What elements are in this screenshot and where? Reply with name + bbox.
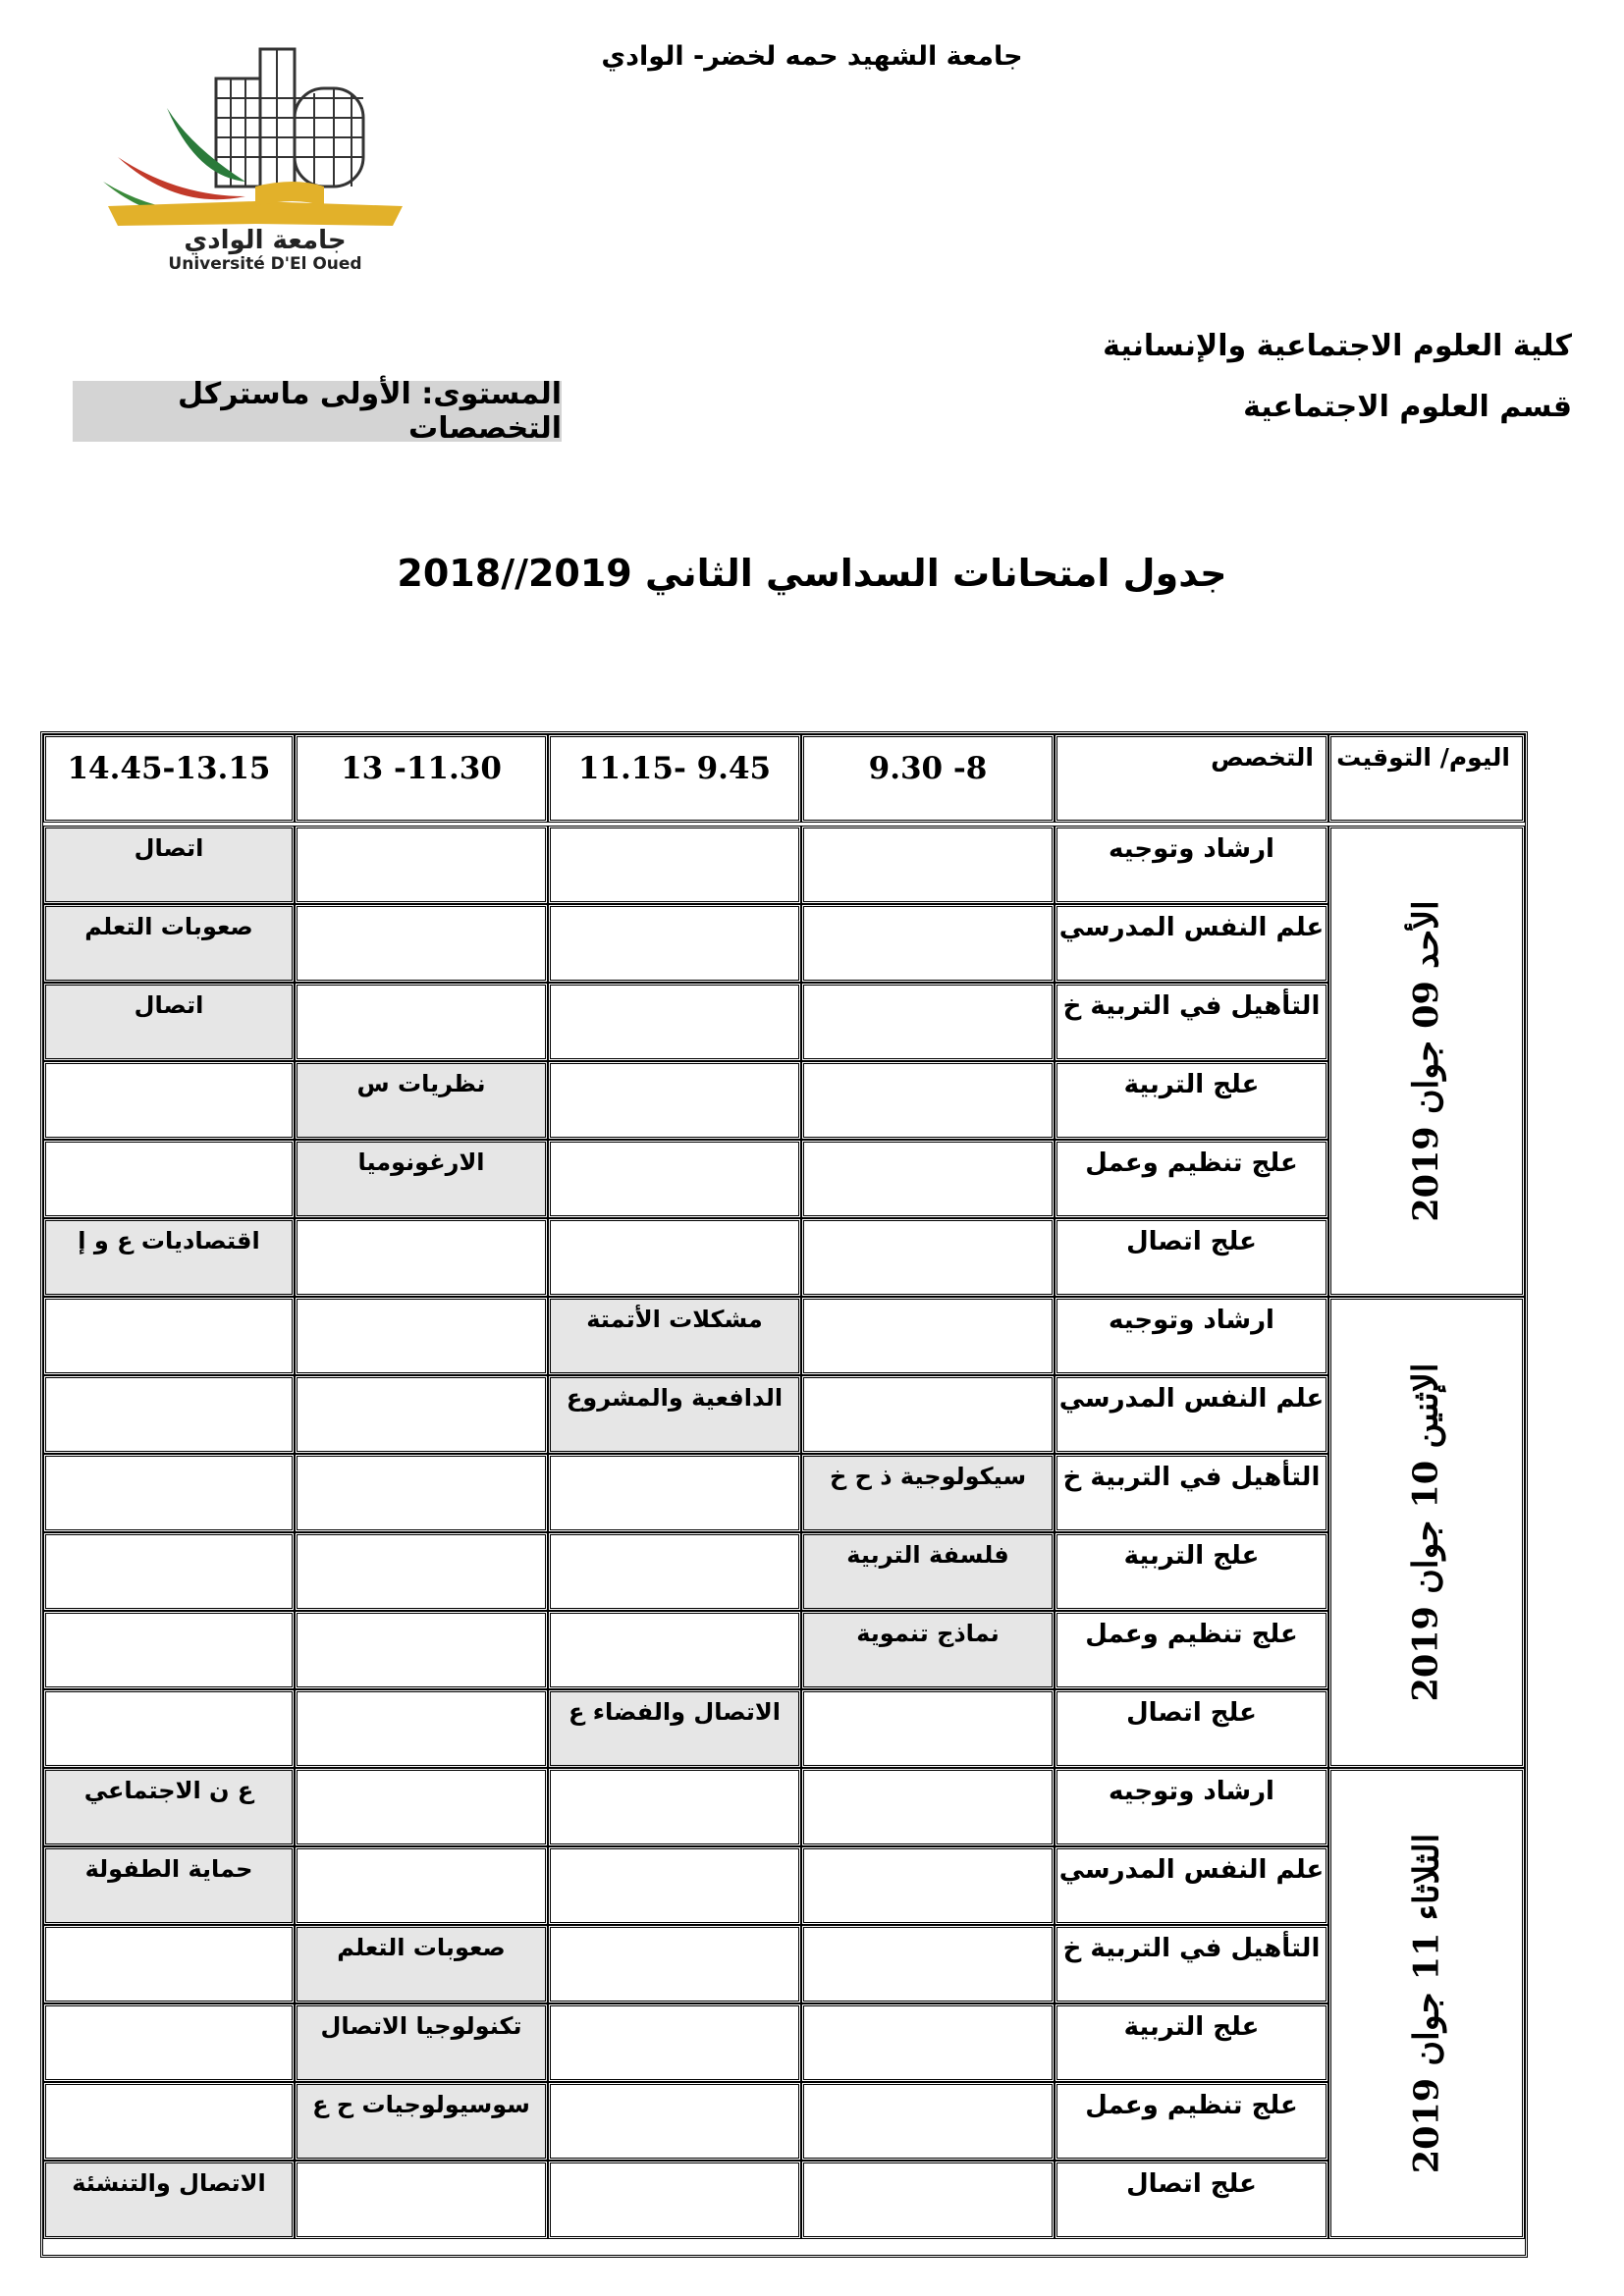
empty-cell [548,1454,801,1532]
exam-cell: اقتصاديات ع و إ [43,1218,295,1297]
empty-cell [43,2003,295,2082]
day-label: الإثنين 10 جوان 2019 [1405,1362,1446,1702]
empty-cell [548,983,801,1061]
header-specialty: التخصص [1055,734,1328,823]
empty-cell [801,1846,1055,1925]
specialty-cell: التأهيل في التربية خ [1055,1454,1328,1532]
exam-cell: نماذج تنموية [801,1611,1055,1689]
header-time-slot: 9.30 -8 [801,734,1055,823]
specialty-cell: التأهيل في التربية خ [1055,983,1328,1061]
empty-cell [43,2082,295,2161]
page-title: جدول امتحانات السداسي الثاني 2019//2018 [397,552,1227,595]
empty-cell [801,1925,1055,2003]
empty-cell [548,2161,801,2239]
exam-cell: حماية الطفولة [43,1846,295,1925]
empty-cell [801,1297,1055,1375]
specialty-cell: علج تنظيم وعمل [1055,1611,1328,1689]
logo-latin-text: Université D'El Oued [168,254,362,274]
empty-cell [43,1925,295,2003]
empty-cell [295,1218,548,1297]
specialty-cell: علج اتصال [1055,1689,1328,1768]
empty-cell [43,1689,295,1768]
day-label: الثلاثاء 11 جوان 2019 [1405,1833,1446,2174]
day-label-cell [1328,826,1525,1297]
empty-cell [295,1454,548,1532]
specialty-cell: علج التربية [1055,1061,1328,1140]
empty-cell [548,1140,801,1218]
day-label-cell [1328,1297,1525,1768]
exam-cell: ع ن الاجتماعي [43,1768,295,1846]
specialty-cell: علج اتصال [1055,1218,1328,1297]
exam-cell: فلسفة التربية [801,1532,1055,1611]
empty-cell [43,1140,295,1218]
empty-cell [548,1611,801,1689]
empty-cell [801,904,1055,983]
exam-cell: اتصال [43,983,295,1061]
specialty-cell: ارشاد وتوجيه [1055,826,1328,904]
empty-cell [295,904,548,983]
faculty-name: كلية العلوم الاجتماعية والإنسانية [1103,329,1572,363]
exam-cell: نظريات س [295,1061,548,1140]
empty-cell [801,826,1055,904]
header-day-time: اليوم/ التوقيت [1328,734,1525,823]
day-label: الأحد 09 جوان 2019 [1405,900,1446,1222]
exam-cell: مشكلات الأتمتة [548,1297,801,1375]
empty-cell [548,1768,801,1846]
level-badge: المستوى: الأولى ماستركل التخصصات [73,381,562,442]
empty-cell [801,1689,1055,1768]
specialty-cell: التأهيل في التربية خ [1055,1925,1328,2003]
exam-cell: سيكولوجية ذ ح خ [801,1454,1055,1532]
empty-cell [43,1611,295,1689]
exam-cell: اتصال [43,826,295,904]
empty-cell [43,1532,295,1611]
empty-cell [43,1297,295,1375]
specialty-cell: علم النفس المدرسي [1055,1375,1328,1454]
empty-cell [548,1218,801,1297]
empty-cell [43,1454,295,1532]
empty-cell [801,1218,1055,1297]
exam-cell: الارغونوميا [295,1140,548,1218]
empty-cell [801,1768,1055,1846]
empty-cell [548,904,801,983]
specialty-cell: علم النفس المدرسي [1055,904,1328,983]
exam-cell: الاتصال والفضاء ع [548,1689,801,1768]
specialty-cell: ارشاد وتوجيه [1055,1768,1328,1846]
exam-cell: الدافعية والمشروع [548,1375,801,1454]
exam-cell: سوسيولوجيات ح ع [295,2082,548,2161]
exam-schedule-table [40,731,1528,2258]
empty-cell [548,1532,801,1611]
exam-cell: صعوبات التعلم [43,904,295,983]
empty-cell [548,2003,801,2082]
empty-cell [801,1375,1055,1454]
empty-cell [295,1846,548,1925]
specialty-cell: ارشاد وتوجيه [1055,1297,1328,1375]
empty-cell [548,826,801,904]
department-name: قسم العلوم الاجتماعية [1243,390,1572,424]
empty-cell [43,1375,295,1454]
specialty-cell: علم النفس المدرسي [1055,1846,1328,1925]
empty-cell [295,1611,548,1689]
day-label-cell [1328,1768,1525,2239]
empty-cell [801,2082,1055,2161]
empty-cell [295,1768,548,1846]
specialty-cell: علج تنظيم وعمل [1055,1140,1328,1218]
empty-cell [801,1061,1055,1140]
university-name: جامعة الشهيد حمه لخضر- الوادي [601,41,1023,72]
header-time-slot: 11.15- 9.45 [548,734,801,823]
empty-cell [548,1061,801,1140]
empty-cell [295,1689,548,1768]
empty-cell [801,2003,1055,2082]
specialty-cell: علج اتصال [1055,2161,1328,2239]
empty-cell [548,2082,801,2161]
empty-cell [295,1297,548,1375]
header-time-slot: 14.45-13.15 [43,734,295,823]
empty-cell [295,1532,548,1611]
specialty-cell: علج تنظيم وعمل [1055,2082,1328,2161]
specialty-cell: علج التربية [1055,2003,1328,2082]
exam-cell: صعوبات التعلم [295,1925,548,2003]
exam-cell: الاتصال والتنشئة [43,2161,295,2239]
header-time-slot: 13 -11.30 [295,734,548,823]
exam-cell: تكنولوجيا الاتصال [295,2003,548,2082]
empty-cell [801,1140,1055,1218]
empty-cell [295,2161,548,2239]
specialty-cell: علج التربية [1055,1532,1328,1611]
building-icon [216,49,363,187]
university-logo [98,39,422,275]
logo-arabic-text: جامعة الوادي [184,226,347,255]
empty-cell [801,983,1055,1061]
empty-cell [295,826,548,904]
empty-cell [548,1925,801,2003]
empty-cell [295,1375,548,1454]
empty-cell [801,2161,1055,2239]
empty-cell [295,983,548,1061]
empty-cell [548,1846,801,1925]
empty-cell [43,1061,295,1140]
